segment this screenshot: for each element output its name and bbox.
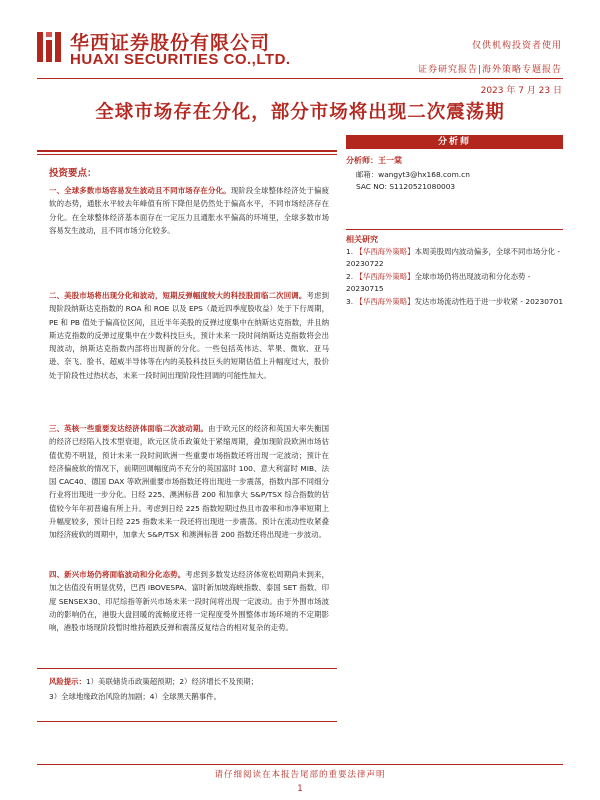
- summary-point-2: [49, 289, 329, 382]
- point-2-body: 考虑到现阶段纳斯达克指数的 ROA 和 ROE 以及 EPS（最近四季度股收益）处于下行周期，PE 和 PB 值处于偏高位区间，且近半年美股的反弹过度集中在纳斯达克指数，并且纳斯达克指数的反弹过度集中在少数科技巨头，预计未来一段时间纳斯达克指数将会出现波动，纳斯达克指数内部将出现新的分化。一些包括英伟达、苹果、微软、亚马逊、奈飞、脸书、超威半导体等在内的美股科技巨头的短期估值上升幅度过大，股价处于阶段性过热状态，未来一段时间出现阶段性回调的可能性加大。: [49, 291, 329, 380]
- related-list: [346, 246, 563, 310]
- point-3-body: 由于欧元区的经济和英国大率失衡国的经济已经陷入技术型衰退，欧元区货币政策处于紧缩周期，叠加现阶段欧洲市场估值优势不明显，预计未来一段时间欧洲一些重要市场指数还将出现一定波动；预计在经济偏疲软的情况下，前期回调幅度尚不充分的英国富时 100、意大利富时 MIB、法国 CAC40、德国 DAX 等欧洲重要市场指数还将出现进一步震荡，指数内部不同细分行业将出现进一步分化。日经 225、澳洲标普 200 和加拿大 S&P/TSX 综合指数的估值较今年年初普遍有所上升。考虑到日经 225 指数短期过热且市盈率和市净率短期上升幅度较多，预计日经 225 指数未来一段还将出现进一步震荡。预计在流动性收紧叠加经济疲软的周期中，加拿大 S&P/TSX 和澳洲标普 200 指数还将出现进一步波动。: [49, 424, 329, 540]
- company-name-en: HUAXI SECURITIES CO.,LTD.: [70, 51, 291, 68]
- company-logo-icon: [37, 32, 63, 62]
- related-item[interactable]: [346, 296, 563, 308]
- related-item-number: 2.: [346, 272, 354, 282]
- report-date: 2023 年 7 月 23 日: [480, 86, 562, 96]
- point-1-body: 现阶段全球整体经济处于偏疲软的态势，通胀水平较去年峰值有所下降但是仍然处于偏高水平，不同市场经济存在分化。在全球整体经济基本面存在一定压力且通胀水平偏高的环境里，全球多数市场容易发生波动，且不同市场分化较多。: [49, 186, 329, 235]
- risk-line-1: 1）美联储货币政策超预期；2）经济增长不及预期；: [85, 677, 258, 686]
- point-3-heading: 三、英核一些重要发达经济体面临二次波动期。: [49, 424, 209, 433]
- related-item[interactable]: [346, 271, 563, 294]
- risk-line-2: 3）全球地缘政治风险的加剧；4）全球黑天鹅事件。: [49, 692, 222, 701]
- related-item-tag: 【华西海外策略】: [355, 297, 415, 307]
- analyst-bar: 分析师: [346, 135, 563, 149]
- summary-point-4: [49, 568, 329, 634]
- footer-divider: [37, 764, 563, 765]
- company-name-cn: 华西证券股份有限公司: [70, 32, 271, 54]
- related-divider: [346, 229, 563, 230]
- risk-label: 风险提示：: [49, 677, 86, 686]
- analyst-name: 分析师：王一棠: [346, 156, 402, 165]
- risk-text: [49, 674, 331, 704]
- related-item[interactable]: [346, 246, 563, 269]
- header-divider: [37, 78, 563, 79]
- point-4-body: 考虑到多数发达经济体宽松周期尚未到来，加之估值没有明显优势，巴西 IBOVESPA、富时新加坡海峡指数、泰国 SET 指数、印度 SENSEX30、印尼综指等新兴市场未来一段时间将出现一定波动。由于外围市场波动的影响仍在，港股大盘回暖的流畅度还将一定程度受外围整体市场环境的不定期影响，港股市场现阶段暂时维持超跌反弹和震荡反复结合的相对复杂的走势。: [49, 570, 329, 633]
- audience-note: 仅供机构投资者使用: [471, 41, 562, 51]
- report-title: 全球市场存在分化，部分市场将出现二次震荡期: [95, 102, 505, 123]
- analyst-sac-number: SAC NO: S1120521080003: [356, 182, 456, 191]
- related-heading: 相关研究: [346, 235, 378, 244]
- related-item-number: 1.: [346, 247, 354, 256]
- point-1-heading: 一、全球多数市场容易发生波动且不同市场存在分化。: [49, 186, 231, 195]
- related-item-text: 发达市场流动性趋于进一步收紧 - 20230701: [414, 297, 564, 307]
- related-item-text: 全球市场仍将出现波动和分化态势 - 20230715: [346, 272, 531, 293]
- risk-box: [37, 668, 337, 722]
- page-number: 1: [297, 784, 303, 794]
- related-item-tag: 【华西海外策略】: [355, 247, 415, 256]
- summary-rule: [37, 150, 337, 152]
- summary-point-3: [49, 422, 329, 542]
- related-item-text: 本周美股周内波动偏多，全球不同市场分化 - 20230722: [346, 247, 561, 268]
- summary-section: [37, 148, 337, 701]
- summary-rule-thin: [37, 154, 337, 155]
- summary-heading: 投资要点：: [49, 168, 97, 179]
- related-item-tag: 【华西海外策略】: [355, 272, 415, 282]
- related-item-number: 3.: [346, 297, 354, 307]
- report-type: 证券研究报告|海外策略专题报告: [417, 65, 562, 75]
- legal-notice: 请仔细阅读在本报告尾部的重要法律声明: [214, 770, 386, 780]
- point-4-heading: 四、新兴市场仍将面临波动和分化态势。: [49, 570, 186, 579]
- summary-point-1: [49, 184, 329, 237]
- point-2-heading: 二、美股市场将出现分化和波动，短期反弹幅度较大的科技股面临二次回调。: [49, 291, 307, 300]
- analyst-email[interactable]: 邮箱：wangyt3@hx168.com.cn: [356, 170, 470, 179]
